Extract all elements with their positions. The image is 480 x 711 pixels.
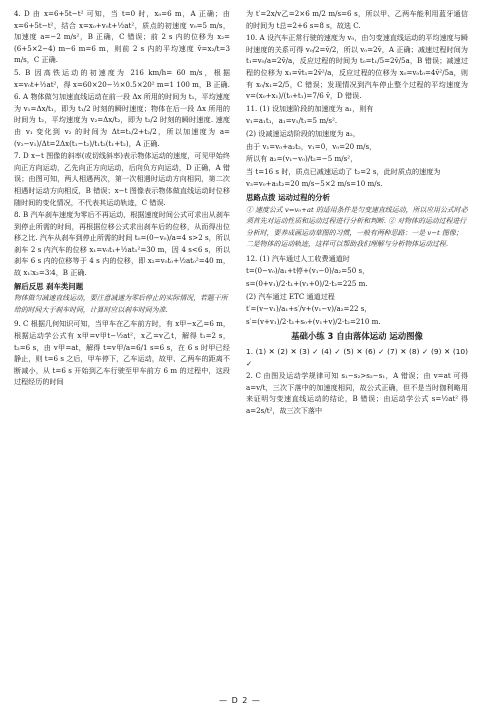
- tips-heading: 思路点拨 运动过程的分析: [246, 192, 330, 202]
- answer-11-line5: 所以有 a₂=(v₁−v₀)/t₂=−5 m/s²，: [246, 154, 358, 164]
- answer-12-line2: t=(0−v₀)/a₁+t停+(v₁−0)/a₂=50 s，: [246, 266, 370, 276]
- answer-4: 4. D 由 x=6+5t−t² 可知，当 t=0 时，x₀=6 m，A 正确；由 x=6+5t−t²，结合 x=x₀+v₀t+½at²，质点的初速度 v₀=5 m/s，加速度 a=−2 m/s²，B 正确，C 错误；前 2 s 内的位移为 x₂=(6+5×2−4) m−6 m=6 m，则前 2 s 内的平均速度 v̄=x₂/t=3 m/s，C 正确.: [14, 9, 230, 65]
- page-number: — D 2 —: [219, 696, 261, 705]
- answer-12-line6: s′=(v+v₁)/2·t₁+s₀+(v₁+v)/2·t₂=210 m.: [246, 316, 381, 326]
- answer-11-line7: v₃=v₀+a₂t₂=20 m/s−5×2 m/s=10 m/s.: [246, 179, 383, 189]
- answer-11-line2: v₁=a₁t₁，a₁=v₁/t₁=5 m/s².: [246, 116, 338, 126]
- answer-12-line5: t′=(v−v₁)/a₁+s′/v+(v₁−v)/a₂=22 s，: [246, 304, 372, 314]
- reflection-heading: 解后反思 刹车类问题: [14, 281, 84, 291]
- answer-7: 7. D x−t 图像的斜率(或切线斜率)表示物体运动的速度，可见甲始终向正方向运动，乙先向正方向运动，后向负方向运动，D 正确，A 错误；由图可知，两人相遇两次，第一次相遇时运动方向相同，第二次相遇时运动方向相反，B 错误；x−t 图像表示物体做直线运动时位移随时间的变化情况，不代表其运动轨迹，C 错误.: [14, 151, 230, 207]
- answer-2: 2. C 由图及运动学规律可知 s₁−s₂>s₂−s₁，A 错误；由 v=at 可得 a=v/t，三次下落中的加速度相同，故公式正确，但不是当时伽利略用来证明匀变速直线运动的结论，B 错误；由运动学公式 s=½at² 得 a=2s/t²，故三次下落中: [246, 371, 468, 415]
- true-false-answers: 1. (1) ✕ (2) ✕ (3) ✓ (4) ✓ (5) ✕ (6) ✓ (7) ✕ (8) ✓ (9) ✕ (10) ✓: [246, 347, 468, 368]
- answer-8: 8. B 汽车刹车速度为零后不再运动，根据速度时间公式可求出从刹车到停止所需的时间，再根据位移公式求出刹车后的位移，从而得出位移之比. 汽车从刹车到停止所需的时间 t₀=(0−v₀)/a=4 s>2 s，所以刹车 2 s 内汽车的位移 x₁=v₀t₁+½at₁²=30 m，因 4 s<6 s，所以刹车 6 s 内的位移等于 4 s 内的位移，即 x₂=v₀t₀+½at₀²=40 m，故 x₁∶x₂=3∶4，B 正确.: [14, 210, 230, 278]
- left-column: [14, 8, 230, 389]
- answer-5: 5. B 因高铁运动的初速度为 216 km/h= 60 m/s，根据 x=v₀t+½at²，得 x=60×20−½×0.5×20² m=1 100 m，B 正确.: [14, 67, 230, 89]
- tips-note: ① 速度公式 v=v₀+at 的适用条件是匀变速直线运动，所以应用公式时必须首先对运动性质和运动过程进行分析和判断. ② 对物体的运动过程进行分析时，要养成画运动草图的习惯，一般有两种思路：一是 v−t 图像；二是物体的运动轨迹，这样可以帮助我们理解与分析物体运动过程.: [246, 205, 468, 249]
- answer-10: 10. A 设汽车正常行驶的速度为 v₀，由匀变速直线运动的平均速度与瞬时速度的关系可得 v₀/2=v̄/2，所以 v₀=2v̄，A 正确；减速过程时间为 t₁=v₀/a=2v̄/a，反应过程的时间为 t₀=t₁/5=2v̄/5a，B 错误；减速过程的位移为 x₁=v̄t₁=2v̄²/a，反应过程的位移为 x₀=v₀t₀=4v̄²/5a，则有 x₀/x₁=2/5，C 错误；发现情况到汽车停止整个过程的平均速度为 v=(x₀+x₁)/(t₀+t₁)=7/6 v̄，D 错误.: [246, 33, 468, 101]
- answer-11-line4: 由于 v₁=v₀+a₂t₂，v₁=0，v₀=20 m/s，: [246, 141, 377, 151]
- answer-9-cont: 为 t′=2x/v乙=2×6 m/2 m/s=6 s，所以甲、乙两车能利用蓝牙通信的时间为 t总=2+6 s=8 s，故选 C.: [246, 9, 468, 30]
- answer-11-line3: (2) 设减速运动阶段的加速度为 a₂，: [246, 128, 360, 138]
- right-column: [246, 8, 468, 418]
- reflection-note: 物体做匀减速直线运动，要注意减速为零后停止的实际情况，若题干所给的时间大于刹车时间，计算时应以刹车时间为准.: [14, 294, 228, 314]
- answer-6: 6. A 物体做匀加速直线运动在前一段 Δx 所用的时间为 t₁，平均速度为 v₁=Δx/t₁，即为 t₁/2 时刻的瞬时速度；物体在后一段 Δx 所用的时间为 t₂，平均速度为 v₂=Δx/t₂，即为 t₂/2 时刻的瞬时速度. 速度由 v₁ 变化到 v₂ 的时间为 Δt=t₁/2+t₂/2，所以加速度为 a=(v₂−v₁)/Δt=2Δx(t₁−t₂)/t₁t₂(t₁+t₂)，A 正确.: [14, 92, 230, 148]
- answer-12-line1: 12. (1) 汽车通过人工收费通道时: [246, 253, 350, 263]
- answer-12-line4: (2) 汽车通过 ETC 通道过程: [246, 291, 335, 301]
- section-heading: 基础小练 3 自由落体运动 运动图像: [291, 331, 423, 342]
- answer-12-line3: s=(0+v₁)/2·t₁+(v₁+0)/2·t₂=225 m.: [246, 279, 368, 289]
- answer-11-line1: 11. (1) 设加速阶段的加速度为 a₁，则有: [246, 103, 374, 113]
- answer-11-line6: 当 t=16 s 时，质点已减速运动了 t₂=2 s，此时质点的速度为: [246, 166, 441, 176]
- answer-9: 9. C 根据几何知识可知，当甲车在乙车前方时，有 x甲−x乙=6 m，根据运动学公式有 x甲=v甲t−½at²，x乙=v乙t，解得 t₁=2 s，t₂=6 s，由 v甲=at，解得 t=v甲/a=6/1 s=6 s，在 6 s 时甲已经静止，则 t=6 s 之后，甲车停下，乙车运动，故甲、乙两车的距离不断减小，从 t=6 s 开始到乙车行驶至甲车前方 6 m 的过程中，这段过程经历的时间: [14, 319, 230, 387]
